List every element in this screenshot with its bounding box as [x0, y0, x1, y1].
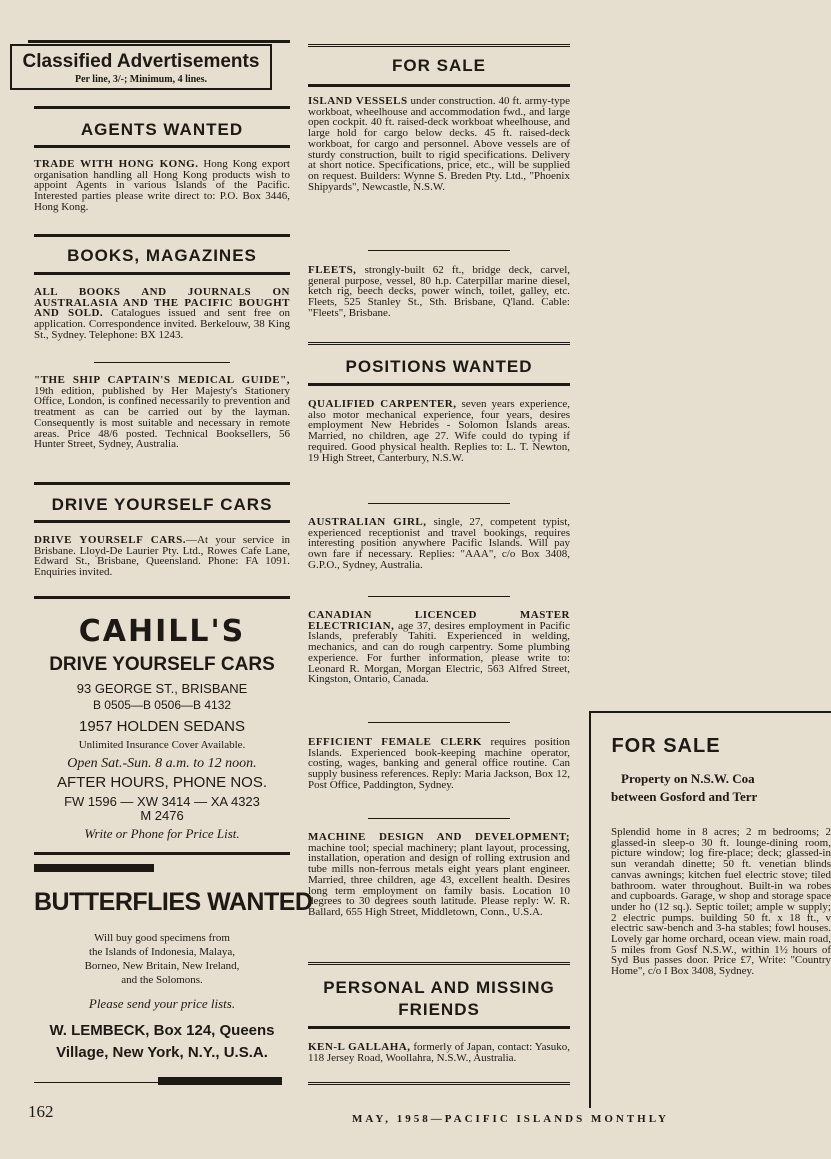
decorative-bar [158, 1077, 282, 1085]
section-heading-drive: DRIVE YOURSELF CARS [51, 495, 273, 514]
section-heading-agents: AGENTS WANTED [80, 120, 244, 139]
ad-lead: AUSTRALIAN GIRL, [308, 516, 427, 528]
ad-body: requires position Islands. Experienced book-keeping machine operator, costing, wages, banking and general office routine. Can supply business references. Reply: Maria Jackson, Box 12, Post Office, Paddington, Sydney. [308, 736, 570, 791]
divider [368, 818, 510, 819]
ad-lead: FLEETS, [308, 264, 357, 276]
butterflies-line: Borneo, New Britain, New Ireland, [84, 960, 240, 972]
property-subtitle-2: between Gosford and Terr [611, 789, 758, 804]
cahill-insurance: Unlimited Insurance Cover Available. [78, 739, 246, 751]
rule [34, 482, 290, 485]
butterflies-line: Will buy good specimens from [94, 932, 230, 944]
issue-footer: MAY, 1958—PACIFIC ISLANDS MONTHLY [352, 1113, 669, 1125]
cahill-after-hours: AFTER HOURS, PHONE NOS. [56, 774, 268, 791]
ad-body: —At your service in Brisbane. Lloyd-De Laurier Pty. Ltd., Rowes Cafe Lane, Edward St., Brisbane, Queensland. Phone: FA 1091. Enquiries invited. [34, 534, 291, 579]
agents-ad-1 [34, 159, 290, 213]
rule [308, 84, 570, 87]
ad-lead: MACHINE DESIGN AND DEVELOPMENT; [308, 831, 570, 843]
ad-lead: CANADIAN LICENCED MASTER ELECTRICIAN, [308, 609, 570, 632]
butterflies-send: Please send your price lists. [88, 996, 236, 1011]
cahill-name: CAHILL'S [78, 614, 246, 649]
ad-body: Catalogues issued and sent free on application. Correspondence invited. Berkelouw, 38 King St., Sydney. Telephone: BX 1243. [34, 307, 290, 341]
rule [308, 383, 570, 386]
butterflies-address-2: Village, New York, N.Y., U.S.A. [56, 1044, 268, 1061]
property-heading: FOR SALE [611, 735, 721, 757]
sale-ad-1 [308, 96, 570, 192]
classified-rates: Per line, 3/-; Minimum, 4 lines. [74, 74, 208, 85]
sale-ad-2 [308, 265, 570, 319]
rule [308, 44, 570, 49]
ad-body: formerly of Japan, contact: Yasuko, 118 Jersey Road, Woollahra, N.S.W., Australia. [308, 1041, 570, 1064]
classified-title: Classified Advertisements [22, 51, 260, 72]
section-heading-personal-2: FRIENDS [398, 1000, 480, 1019]
ad-body: Hong Kong export organisation handling all Hong Kong products wish to appoint Agents in various Islands of the Pacific. Interested parties please write direct to: P.O. Box 3446, Hong Kong. [34, 158, 290, 213]
rule [34, 520, 290, 523]
ad-lead: ALL BOOKS AND JOURNALS ON AUSTRALASIA AND THE PACIFIC BOUGHT AND SOLD. [34, 286, 290, 320]
ad-body: age 37, desires employment in Pacific Islands, preferably Tahiti. Experienced in welding, mechanics, and can do rough carpentry. Some plumbing experience. For further information, please write to: Leonard R. Morgan, Morgan Electric, 563 Alfred Street, Kingston, Ontario, Canada. [308, 619, 570, 686]
rule [34, 852, 290, 855]
butterflies-address-1: W. LEMBECK, Box 124, Queens [49, 1022, 275, 1039]
positions-ad-5 [308, 832, 570, 918]
divider [368, 596, 510, 597]
ad-body: single, 27, competent typist, experienced receptionist and travel bookings, requires interesting position anywhere Pacific Islands. Will pay own fare if necessary. Replies: "AAA", c/o Box 3408, G.P.O., Sydney, Australia. [308, 516, 570, 571]
page-number: 162 [28, 1102, 54, 1121]
rule [308, 962, 570, 967]
ad-body: seven years experience, also motor mechanical experience, four years, desires employment New Hebrides - Solomon Islands areas. Married, no children, age 27. Wife could do typing if required. Good physical health. Replies to: L. T. Newton, 19 High Street, Canterbury, N.S.W. [308, 398, 570, 464]
ad-lead: EFFICIENT FEMALE CLERK [308, 736, 482, 748]
ad-body: strongly-built 62 ft., bridge deck, carvel, general purpose, vessel, 80 h.p. Caterpillar marine diesel, ketch rig, beech decks, power winch, toilet, galley, etc. Fleets, 525 Stanley St., Sth. Brisbane, Q'land. Cable: "Fleets", Brisbane. [308, 264, 570, 319]
cahill-write: Write or Phone for Price List. [84, 826, 240, 841]
ad-lead: TRADE WITH HONG KONG. [34, 158, 199, 170]
section-heading-personal-1: PERSONAL AND MISSING [323, 978, 555, 997]
ad-body: 19th edition, published by Her Majesty's Stationery Office, London, is confined necessarily to prevention and treatment as can be carried out by the layman. Consequently is most suitable and necessary in remote areas. Price 48/6 posted. Technical Booksellers, 56 Hunter Street, Sydney, Australia. [34, 384, 290, 451]
positions-ad-2 [308, 517, 570, 571]
divider [368, 250, 510, 251]
butterflies-line: the Islands of Indonesia, Malaya, [88, 946, 235, 958]
personal-ad-1 [308, 1042, 570, 1063]
books-ad-2 [34, 375, 290, 450]
ad-lead: QUALIFIED CARPENTER, [308, 398, 457, 410]
books-ad-1 [34, 287, 290, 341]
property-description: Splendid home in 8 acres; 2 m bedrooms; 2 glassed-in sleep-o 30 ft. lounge-dining room, picture window; log fire-place; deck; glassed-in sun verandah dinette; 50 ft. venetian blinds canvas awnings; kitchen fuel electric stove; tiled bathroom. water throughout. Built-in wa robes and cupboards. Garage, w shop and storage space under ho (12 sq.). Septic toilet; ample w supply; 2 electric pumps. building 50 ft. x 18 ft., v electric saw-bench and 3-ha stables; fowl houses. Lovely gar home orchard, ocean view. main road, 5 miles from Gosf N.S.W., within 1½ hours of Syd Bus passes door. Price £7, Write: "Country Home", c/o I Box 3408, Sydney. [611, 826, 831, 978]
ad-body: machine tool; special machinery; plant layout, processing, installation, operation and design of rolling extrusion and tube mills non-ferrous metals eight years plant engineer. Married, three children, age 43, excellent health. Desires long term employment on family basis. Location 10 degrees to 30 degrees south latitude. Please reply: W. R. Ballard, 655 High Street, Middletown, Conn., U.S.A. [308, 841, 570, 918]
rule [34, 145, 290, 148]
positions-ad-3 [308, 610, 570, 685]
rule [308, 342, 570, 347]
divider [368, 503, 510, 504]
cahill-open: Open Sat.-Sun. 8 a.m. to 12 noon. [67, 756, 257, 771]
decorative-bar [34, 864, 154, 872]
ad-lead: DRIVE YOURSELF CARS. [34, 534, 186, 546]
ad-lead: "THE SHIP CAPTAIN'S MEDICAL GUIDE", [34, 374, 290, 386]
cahill-address: 93 GEORGE ST., BRISBANE [76, 681, 248, 696]
positions-ad-1 [308, 399, 570, 463]
rule [34, 106, 290, 109]
divider [94, 362, 230, 363]
rule [28, 40, 290, 43]
ad-lead: KEN-L GALLAHA, [308, 1041, 411, 1053]
section-heading-for-sale: FOR SALE [392, 56, 486, 75]
butterflies-heading: BUTTERFLIES WANTED [34, 888, 313, 916]
ad-body: under construction. 40 ft. army-type workboat, wheelhouse and accommodation fwd., and large open cockpit. 40 ft. raised-deck workboat wheelhouse, and large hold for cargo below decks. 45 ft. raised-deck workboat, for cargo and personnel. Above vessels are of sturdy construction, built to rigid specifications. Delivery at short notice. Specifications, price, etc., will be supplied on request. Builders: Wynne S. Breden Pty. Ltd., "Phoenix Shipyards", Newcastle, N.S.W. [308, 95, 570, 193]
cahill-sedans: 1957 HOLDEN SEDANS [79, 718, 245, 735]
section-heading-books: BOOKS, MAGAZINES [67, 246, 257, 265]
cahill-phones: B 0505—B 0506—B 4132 [92, 698, 232, 712]
butterflies-line: and the Solomons. [121, 974, 203, 986]
cahill-subtitle: DRIVE YOURSELF CARS [49, 654, 275, 675]
cahill-numbers: FW 1596 — XW 3414 — XA 4323 [64, 794, 260, 809]
property-subtitle-1: Property on N.S.W. Coa [621, 771, 755, 786]
rule [308, 1082, 570, 1087]
rule [34, 1082, 160, 1083]
ad-lead: ISLAND VESSELS [308, 95, 408, 107]
classified-header-box [10, 44, 272, 90]
drive-ad-1 [34, 535, 290, 578]
rule [34, 596, 290, 599]
property-for-sale-box [589, 711, 831, 1108]
rule [34, 234, 290, 237]
cahill-numbers-2: M 2476 [140, 808, 184, 823]
rule [308, 1026, 570, 1029]
positions-ad-4 [308, 737, 570, 791]
section-heading-positions: POSITIONS WANTED [345, 357, 533, 376]
rule [34, 272, 290, 275]
divider [368, 722, 510, 723]
